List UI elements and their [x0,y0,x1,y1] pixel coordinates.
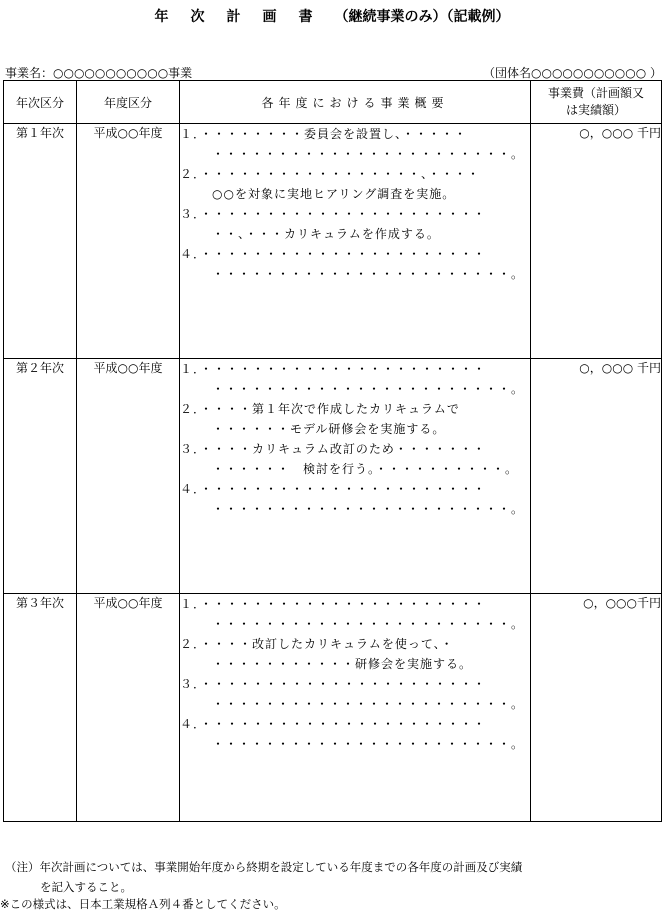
cost-cell: ○，○○○ 千円 [531,124,662,359]
overview-item [180,244,530,284]
item-line: ２．・・・・・・・・・・・・・・・・・、・・・・ [180,167,481,181]
header-cost-line1: 事業費（計画額又 [547,86,644,100]
item-line: １．・・・・・・・・・・・・・・・・・・・・・・ [180,362,487,376]
group-name: （団体名○○○○○○○○○○○ ） [483,66,662,80]
item-line: ２．・・・・改訂したカリキュラムを使って、・ [180,637,454,651]
item-line: ４．・・・・・・・・・・・・・・・・・・・・・・ [180,717,487,731]
overview-item [180,124,530,164]
cost-cell: ○，○○○千円 [531,594,662,822]
item-line: ・・・・・・・・・・・・・・・・・・・・・・・。 [212,737,525,751]
overview-item [180,674,530,714]
note-annual-plan-cont: を記入すること。 [40,880,132,894]
table-row [4,124,662,359]
item-line: ４．・・・・・・・・・・・・・・・・・・・・・・ [180,247,487,261]
item-line: ○○を対象に実地ヒアリング調査を実施。 [212,187,456,201]
table-row [4,594,662,822]
year-cell: 第１年次 [4,124,77,359]
item-line: ３．・・・・カリキュラム改訂のため・・・・・・・ [180,442,486,456]
note-annual-plan: （注）年次計画については、事業開始年度から終期を設定している年度までの各年度の計画及び実績 [5,860,523,874]
overview-item [180,359,530,399]
document-title [0,6,664,26]
fiscal-year-cell: 平成○○年度 [77,124,180,359]
overview-cell [180,594,531,822]
note-paper-size: ※この様式は、日本工業規格Ａ列４番としてください。 [0,897,286,911]
table-header-row [4,81,662,124]
item-line: ３．・・・・・・・・・・・・・・・・・・・・・・ [180,207,487,221]
header-cost [531,81,662,124]
item-line: ・・・・・・・・・・・・・・・・・・・・・・・。 [212,147,525,161]
item-line: １．・・・・・・・・委員会を設置し、・・・・・ [180,127,468,141]
item-line: ・・・・・・モデル研修会を実施する。 [212,422,446,436]
overview-item [180,634,530,674]
item-line: ・・・・・・・・・・・・・・・・・・・・・・・。 [212,267,525,281]
header-overview: 各年度における事業概要 [180,81,531,124]
item-line: ４．・・・・・・・・・・・・・・・・・・・・・・ [180,482,487,496]
item-line: ・・・・・・・・・・・・・・・・・・・・・・・。 [212,697,525,711]
item-line: ・・・・・・・・・・・研修会を実施する。 [212,657,473,671]
overview-item [180,164,530,204]
item-line: ・・・・・・・・・・・・・・・・・・・・・・・。 [212,617,525,631]
overview-cell [180,124,531,359]
overview-item [180,594,530,634]
item-line: １．・・・・・・・・・・・・・・・・・・・・・・ [180,597,487,611]
item-line: ・・・・・・・・・・・・・・・・・・・・・・・。 [212,382,525,396]
overview-item [180,399,530,439]
item-line: ・・・・・・・・・・・・・・・・・・・・・・・。 [212,502,525,516]
overview-item [180,479,530,519]
fiscal-year-cell: 平成○○年度 [77,594,180,822]
overview-item [180,204,530,244]
header-cost-line2: は実績額） [565,103,626,117]
header-year-category: 年次区分 [4,81,77,124]
annual-plan-table [3,80,662,822]
year-cell: 第２年次 [4,359,77,594]
overview-item [180,439,530,479]
title-suffix: （継続事業のみ）（記載例） [334,9,510,25]
fiscal-year-cell: 平成○○年度 [77,359,180,594]
overview-cell [180,359,531,594]
item-line: ２．・・・・第１年次で作成したカリキュラムで [180,402,460,416]
year-cell: 第３年次 [4,594,77,822]
item-line: ・・・・・・ 検討を行う。・・・・・・・・・・。 [212,462,519,476]
table-row [4,359,662,594]
title-main: 年次計画書 [154,9,335,25]
item-line: ・・、・・・カリキュラムを作成する。 [212,227,440,241]
business-name: 事業名：○○○○○○○○○○○事業 [5,66,193,80]
header-fiscal-year: 年度区分 [77,81,180,124]
cost-cell: ○，○○○ 千円 [531,359,662,594]
overview-item [180,714,530,754]
item-line: ３．・・・・・・・・・・・・・・・・・・・・・・ [180,677,487,691]
